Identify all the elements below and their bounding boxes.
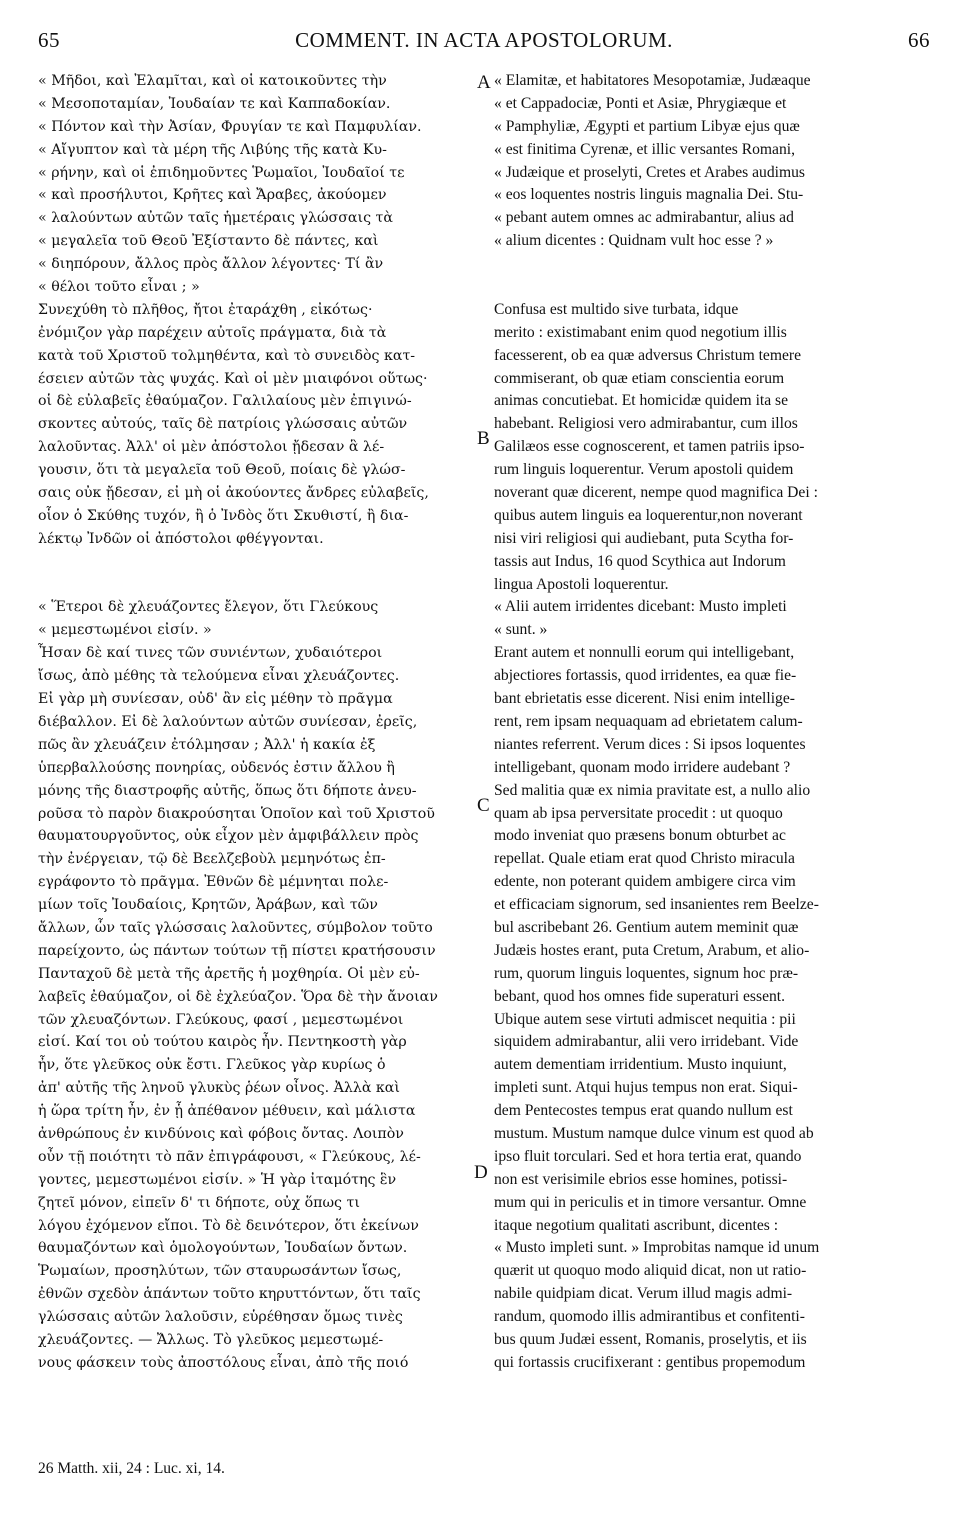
latin-text-line [494, 253, 930, 276]
greek-text-line: « ρήνην, καὶ οἱ ἐπιδημοῦντες Ῥωμαῖοι, Ἰουδαῖοί τε [38, 164, 405, 181]
page-number-right: 66 [908, 28, 930, 52]
latin-text-line: bul ascribebant 26. Gentium autem meminit quæ [494, 918, 799, 936]
greek-text-line: Συνεχύθη τὸ πλῆθος, ἤτοι ἐταράχθη , εἰκότως· [38, 301, 373, 318]
greek-text-line [38, 551, 478, 574]
latin-text-line: bebant, quod hos omnes fide superaturi essent. [494, 987, 786, 1005]
latin-text-line: ipso fluit torculari. Sed et hora tertia erat, quando [494, 1147, 802, 1165]
latin-text-line: qui fortassis crucifixerant : gentibus propemodum [494, 1353, 806, 1371]
greek-text-line: « θέλοι τοῦτο εἶναι ; » [38, 279, 200, 296]
greek-text-line: τῶν χλευαζόντων. Γλεύκους, φασί , μεμεστωμένοι [38, 1011, 404, 1028]
latin-text-line: « pebant autem omnes ac admirabantur, alius ad [494, 209, 794, 227]
greek-text-line: πῶς ἂν χλευάζειν ἐτόλμησαν ; Ἀλλ' ἡ κακία ἐξ [38, 736, 376, 753]
greek-text-line: κατὰ τοῦ Χριστοῦ τολμηθέντα, καὶ τὸ συνειδὸς κατ- [38, 347, 416, 364]
latin-text-line: mustum. Mustum namque dulce vinum est quod ab [494, 1124, 814, 1142]
running-title: COMMENT. IN ACTA APOSTOLORUM. [295, 28, 673, 52]
greek-text-line: ἄλλων, ὧν ταῖς γλώσσαις λαλοῦντες, σύμβολον τοῦτο [38, 919, 433, 936]
latin-text-line: nisi viri religiosi qui audiebant, puta Scytha for- [494, 529, 794, 547]
greek-text-line: οὖν τῇ ποιότητι τὸ πᾶν ἐπιγράφουσι, « Γλεύκους, λέ- [38, 1148, 421, 1165]
latin-text-line: noverant quæ dicerent, nempe quod magnifica Dei : [494, 484, 818, 502]
latin-text-line: « Pamphyliæ, Ægypti et partium Libyæ ejus quæ [494, 117, 800, 135]
greek-text-line: Πανταχοῦ δὲ μετὰ τῆς ἀρετῆς ἡ μοχθηρία. Οἱ μὲν εὐ- [38, 965, 420, 982]
greek-text-line: διέβαλλον. Εἰ δὲ λαλούντων αὐτῶν συνίεσαν, ἐρεῖς, [38, 713, 418, 730]
latin-text-line [494, 276, 930, 299]
page-number-left: 65 [38, 28, 60, 52]
greek-text-line: « Πόντον καὶ τὴν Ἀσίαν, Φρυγίαν τε καὶ Παμφυλίαν. [38, 118, 422, 135]
latin-text-line: tassis aut Indus, 16 quod Scythica aut Indorum [494, 552, 786, 570]
latin-text-line: siquidem admirabantur, alii vero irridebant. Vide [494, 1033, 799, 1051]
greek-text-line: ἴσως, ἀπὸ μέθης τὰ τελούμενα εἶναι χλευάζοντες. [38, 668, 400, 685]
latin-text-line: commiserant, ob quæ etiam conscientia eorum [494, 369, 785, 387]
running-header [38, 28, 930, 58]
greek-text-line: Ῥωμαίων, προσηλύτων, τῶν σταυρωσάντων ἴσως, [38, 1263, 402, 1280]
greek-text-line: λόγου ἐχόμενον εἴποι. Τὸ δὲ δεινότερον, ὅτι ἐκείνων [38, 1217, 419, 1234]
greek-text-line [38, 574, 478, 597]
greek-text-line: « μεμεστωμένοι εἰσίν. » [38, 622, 212, 639]
greek-text-line: σαις οὐκ ᾔδεσαν, εἰ μὴ οἱ ἀκούοντες ἄνδρες εὐλαβεῖς, [38, 485, 429, 502]
latin-text-line: impleti sunt. Atqui hujus tempus non erat. Siqui- [494, 1079, 798, 1097]
latin-text-line: Confusa est multido sive turbata, idque [494, 300, 739, 318]
latin-text-line: quibus autem linguis ea loquerentur,non noverant [494, 506, 803, 524]
greek-text-line: ροῦσα τὸ παρὸν διακρούσηται Ὁποῖον καὶ τοῦ Χριστοῦ [38, 805, 435, 822]
greek-text-line: « Μῆδοι, καὶ Ἐλαμῖται, καὶ οἱ κατοικοῦντες τὴν [38, 73, 387, 89]
greek-text-line: ἦν, ὅτε γλεῦκος οὐκ ἔστι. Γλεῦκος γὰρ κυρίως ὁ [38, 1057, 386, 1074]
latin-text-line: mum qui in periculis et in timore versantur. Omne [494, 1193, 807, 1211]
latin-text-line: Erant autem et nonnulli eorum qui intelligebant, [494, 644, 795, 662]
latin-text-line: habebant. Religiosi vero admirabantur, cum illos [494, 415, 798, 433]
latin-text-line: Ubique autem sese virtuti admiscet nequitia : pii [494, 1010, 796, 1028]
latin-text-line: rum, quorum linguis loquentes, signum hoc præ- [494, 964, 799, 982]
latin-text-line: intelligebant, quonam modo irridere audebant ? [494, 758, 791, 776]
latin-text-line: Galilæos esse cognoscerent, et tamen patriis ipso- [494, 438, 805, 456]
latin-text-line: Judæis hostes erant, puta Cretum, Arabum, et alio- [494, 941, 810, 959]
latin-text-line: animas concutiebat. Et homicidæ quidem ita se [494, 392, 789, 410]
latin-text-line: « Musto impleti sunt. » Improbitas namque id unum [494, 1239, 820, 1257]
greek-text-line: ἐθνῶν σχεδὸν ἁπάντων τοῦτο κηρυττόντων, ὅτι ταῖς [38, 1286, 421, 1303]
greek-text-line: λαβεῖς ἐθαύμαζον, οἱ δὲ ἐχλεύαζον. Ὅρα δὲ τὴν ἄνοιαν [38, 988, 438, 1005]
latin-column [494, 70, 930, 1375]
latin-text-line: dem Pentecostes tempus erat quando nullum est [494, 1102, 793, 1120]
greek-text-line: τὴν ἐνέργειαν, τῷ δὲ Βεελζεβοὺλ μεμηνότως ἐπ- [38, 851, 386, 868]
greek-text-line: εγράφοντο τὸ πρᾶγμα. Ἐθνῶν δὲ μέμνηται πολε- [38, 874, 389, 891]
greek-text-line: εἰσί. Καί τοι οὐ τούτου καιρὸς ἦν. Πεντηκοστὴ γὰρ [38, 1034, 407, 1051]
greek-text-line: παρείχοντο, ὡς πάντων τούτων τῇ πίστει κρατήσουσιν [38, 942, 436, 959]
latin-text-line: « alium dicentes : Quidnam vult hoc esse ? » [494, 232, 774, 250]
greek-text-line: νους φάσκειν τοὺς ἀποστόλους εἶναι, ἀπὸ τῆς ποιό [38, 1354, 409, 1371]
greek-text-line: « Αἴγυπτον καὶ τὰ μέρη τῆς Λιβύης τῆς κατὰ Κυ- [38, 141, 387, 158]
greek-text-line: « καὶ προσήλυτοι, Κρῆτες καὶ Ἄραβες, ἀκούομεν [38, 187, 387, 204]
latin-text-line: quam ab ipsa perversitate procedit : ut quoquo [494, 804, 783, 822]
greek-text-line: έσειεν αὐτῶν τὰς ψυχάς. Καὶ οἱ μὲν μιαιφόνοι οὕτως· [38, 370, 428, 387]
greek-text-line: ἀνθρώπους ἐν κινδύνοις καὶ φόβοις ὄντας. Λοιπὸν [38, 1125, 404, 1142]
greek-text-line: ὑπερβαλλούσης πονηρίας, οὐδενός ἐστιν ἄλλου ἢ [38, 759, 395, 776]
latin-text-line: « sunt. » [494, 621, 548, 639]
latin-text-line: lingua Apostoli loquerentur. [494, 575, 669, 593]
greek-text-line: ἀπ' αὐτῆς τῆς ληνοῦ γλυκὺς ῥέων οἶνος. Ἀλλὰ καὶ [38, 1080, 400, 1097]
greek-column [38, 70, 478, 1375]
latin-text-line: autem dementiam irridentium. Musto inquiunt, [494, 1056, 787, 1074]
greek-text-line: λαλοῦντας. Ἀλλ' οἱ μὲν ἀπόστολοι ᾔδεσαν ἃ λέ- [38, 439, 385, 456]
latin-text-line: modo inveniat quo præsens bonum obturbet ac [494, 827, 786, 845]
footnote: 26 Matth. xii, 24 : Luc. xi, 14. [38, 1460, 225, 1477]
latin-text-line: repellat. Quale etiam erat quod Christo miracula [494, 850, 795, 868]
greek-text-line: « μεγαλεῖα τοῦ Θεοῦ Ἐξίσταντο δὲ πάντες, καὶ [38, 233, 379, 250]
latin-text-line: « Judæique et proselyti, Cretes et Arabes audimus [494, 163, 805, 181]
latin-text-line: rent, rem ipsam nequaquam ad ebrietatem calum- [494, 712, 803, 730]
latin-text-line: rum linguis loquerentur. Verum apostoli quidem [494, 461, 794, 479]
greek-text-line: οἱ δὲ εὐλαβεῖς ἐθαύμαζον. Γαλιλαίους μὲν ἐπιγινώ- [38, 393, 412, 410]
latin-text-line: Sed malitia quæ ex nimia pravitate est, a nullo alio [494, 781, 811, 799]
section-marker-b: B [477, 428, 490, 449]
greek-text-line: σκοντες αὐτούς, ταῖς δὲ πατρίοις γλώσσαις αὐτῶν [38, 416, 408, 433]
greek-text-line: θαυμαζόντων καὶ ὁμολογούντων, Ἰουδαίων ὄντων. [38, 1240, 408, 1257]
greek-text-line: γουσιν, ὅτι τὰ μεγαλεῖα τοῦ Θεοῦ, ποίαις δὲ γλώσ- [38, 462, 406, 479]
greek-text-line: ἡ ὥρα τρίτη ἦν, ἐν ᾗ ἀπέθανον μέθυειν, καὶ μάλιστα [38, 1103, 416, 1120]
greek-text-line: « λαλούντων αὐτῶν ταῖς ἡμετέραις γλώσσαις τὰ [38, 210, 393, 227]
latin-text-line: nabile quidpiam dicat. Verum illud magis admi- [494, 1285, 793, 1303]
greek-text-line: « διηπόρουν, ἄλλος πρὸς ἄλλον λέγοντες· Τί ἂν [38, 256, 384, 273]
greek-text-line: μίων τοῖς Ἰουδαίοις, Κρητῶν, Ἀράβων, καὶ τῶν [38, 897, 378, 914]
greek-text-line: γλώσσαις αὐτῶν λαλοῦσιν, εὑρέθησαν ὅμως τινὲς [38, 1309, 403, 1326]
greek-text-line: χλευάζοντες. — Ἄλλως. Τὸ γλεῦκος μεμεστωμέ- [38, 1331, 384, 1348]
latin-text-line: « Elamitæ, et habitatores Mesopotamiæ, Judæaque [494, 72, 811, 89]
latin-text-line: merito : existimabant enim quod negotium illis [494, 323, 787, 341]
section-marker-c: C [477, 795, 490, 816]
latin-text-line: « et Cappadociæ, Ponti et Asiæ, Phrygiæque et [494, 94, 787, 112]
latin-text-line: facesserent, ob ea quæ adversus Christum temere [494, 346, 802, 364]
section-marker-d: D [474, 1162, 488, 1183]
greek-text-line: οἷον ὁ Σκύθης τυχόν, ἢ ὁ Ἰνδὸς ὅτι Σκυθιστί, ἢ δια- [38, 507, 409, 524]
latin-text-line: bant ebrietatis esse dicerent. Nisi enim intellige- [494, 690, 795, 708]
latin-text-line: « eos loquentes nostris linguis magnalia Dei. Stu- [494, 186, 804, 204]
latin-text-line: abjectiores fortassis, quod irridentes, ea quæ fie- [494, 667, 797, 685]
latin-text-line: quærit ut quoquo modo aliquid dicat, non ut ratio- [494, 1262, 807, 1280]
greek-text-line: γοντες, μεμεστωμένοι εἰσίν. » Ἡ γὰρ ἰταμότης ἓν [38, 1171, 397, 1188]
latin-text-line: randum, quomodo illis admirantibus et confitenti- [494, 1308, 805, 1326]
greek-text-line: « Ἕτεροι δὲ χλευάζοντες ἔλεγον, ὅτι Γλεύκους [38, 599, 379, 616]
greek-text-line: Ἦσαν δὲ καί τινες τῶν συνιέντων, χυδαιότεροι [38, 645, 383, 662]
greek-text-line: λέκτῳ Ἰνδῶν οἱ ἀπόστολοι φθέγγονται. [38, 530, 324, 547]
latin-text-line: non est verisimile ebrios esse homines, potissi- [494, 1170, 788, 1188]
latin-text-line: niantes referrent. Verum dices : Si ipsos loquentes [494, 735, 806, 753]
latin-text-line: bus quum Judæi essent, Romanis, proselytis, et iis [494, 1330, 807, 1348]
greek-text-line: « Μεσοποταμίαν, Ἰουδαίαν τε καὶ Καππαδοκίαν. [38, 95, 391, 112]
greek-text-line: ζητεῖ μόνον, εἰπεῖν δ' τι δήποτε, οὐχ ὅπως τι [38, 1194, 360, 1211]
latin-text-line: itaque negotium qualitati ascribunt, dicentes : [494, 1216, 779, 1234]
latin-text-line: « est finitima Cyrenæ, et illic versantes Romani, [494, 140, 795, 158]
greek-text-line: θαυματουργοῦντος, οὐκ εἶχον μὲν ἀμφιβάλλειν πρὸς [38, 828, 419, 845]
greek-text-line: ἐνόμιζον γὰρ παρέχειν αὐτοῖς πράγματα, διὰ τὰ [38, 324, 387, 341]
greek-text-line: Εἰ γὰρ μὴ συνίεσαν, οὐδ' ἂν εἰς μέθην τὸ πρᾶγμα [38, 691, 393, 708]
greek-text-line: μόνης τῆς διαστροφῆς αὐτῆς, ὅπως ὅτι δήποτε ἀνευ- [38, 782, 417, 799]
section-marker-a: A [477, 72, 491, 93]
latin-text-line: edente, non poterant quidem ambigere circa vim [494, 873, 796, 891]
latin-text-line: et efficaciam signorum, sed insanientes rem Beelze- [494, 896, 819, 914]
latin-text-line: « Alii autem irridentes dicebant: Musto impleti [494, 598, 787, 616]
